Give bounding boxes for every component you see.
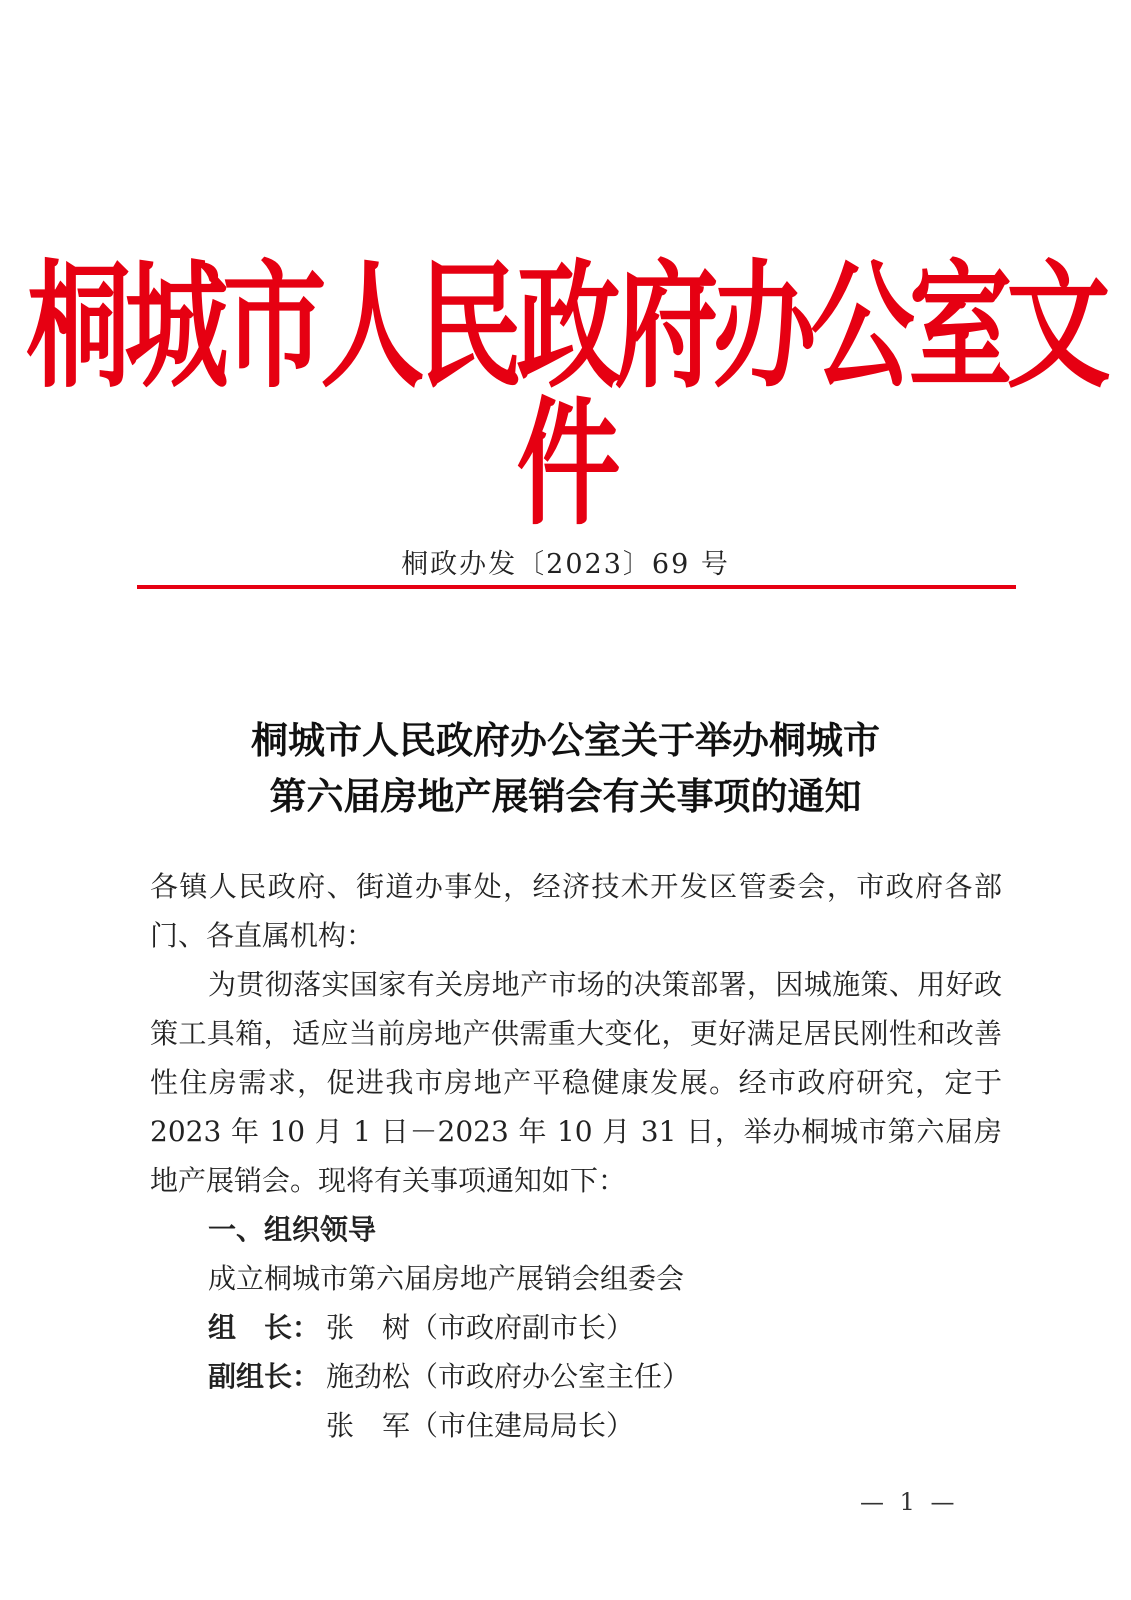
paragraph: 为贯彻落实国家有关房地产市场的决策部署，因城施策、用好政策工具箱，适应当前房地产供需重大变化，更好满足居民刚性和改善性住房需求，促进我市房地产平稳健康发展。经市政府研究，定于 2023 年 10 月 1 日－2023 年 10 月 31 日，举办桐城市第六届房地产展销会。现将有关事项通知如下：: [150, 968, 1002, 1197]
leader-role: 组 长：: [208, 1311, 321, 1344]
document-body: [150, 862, 1002, 1450]
section-intro: 成立桐城市第六届房地产展销会组委会: [208, 1262, 685, 1295]
page-number: — 1 —: [860, 1488, 959, 1516]
section-heading: 一、组织领导: [208, 1213, 377, 1246]
leader-name: 张 军（市住建局局长）: [326, 1409, 635, 1442]
leader-role: 副组长：: [208, 1360, 321, 1393]
document-title: [0, 712, 1131, 824]
leader-row: [150, 1352, 1002, 1401]
leader-name: 施劲松（市政府办公室主任）: [326, 1360, 691, 1393]
leader-row: [150, 1303, 1002, 1352]
document-number: 桐政办发〔2023〕69 号: [401, 549, 730, 580]
document-masthead: 桐城市人民政府办公室文件: [26, 246, 1105, 545]
leader-row: [150, 1401, 1002, 1450]
red-divider-line: [137, 585, 1016, 589]
title-line-2: 第六届房地产展销会有关事项的通知: [269, 774, 862, 818]
title-line-1: 桐城市人民政府办公室关于举办桐城市: [251, 718, 880, 762]
addressee: 各镇人民政府、街道办事处，经济技术开发区管委会，市政府各部门、各直属机构：: [150, 870, 1002, 952]
leader-role: [208, 1401, 326, 1450]
leader-name: 张 树（市政府副市长）: [326, 1311, 635, 1344]
